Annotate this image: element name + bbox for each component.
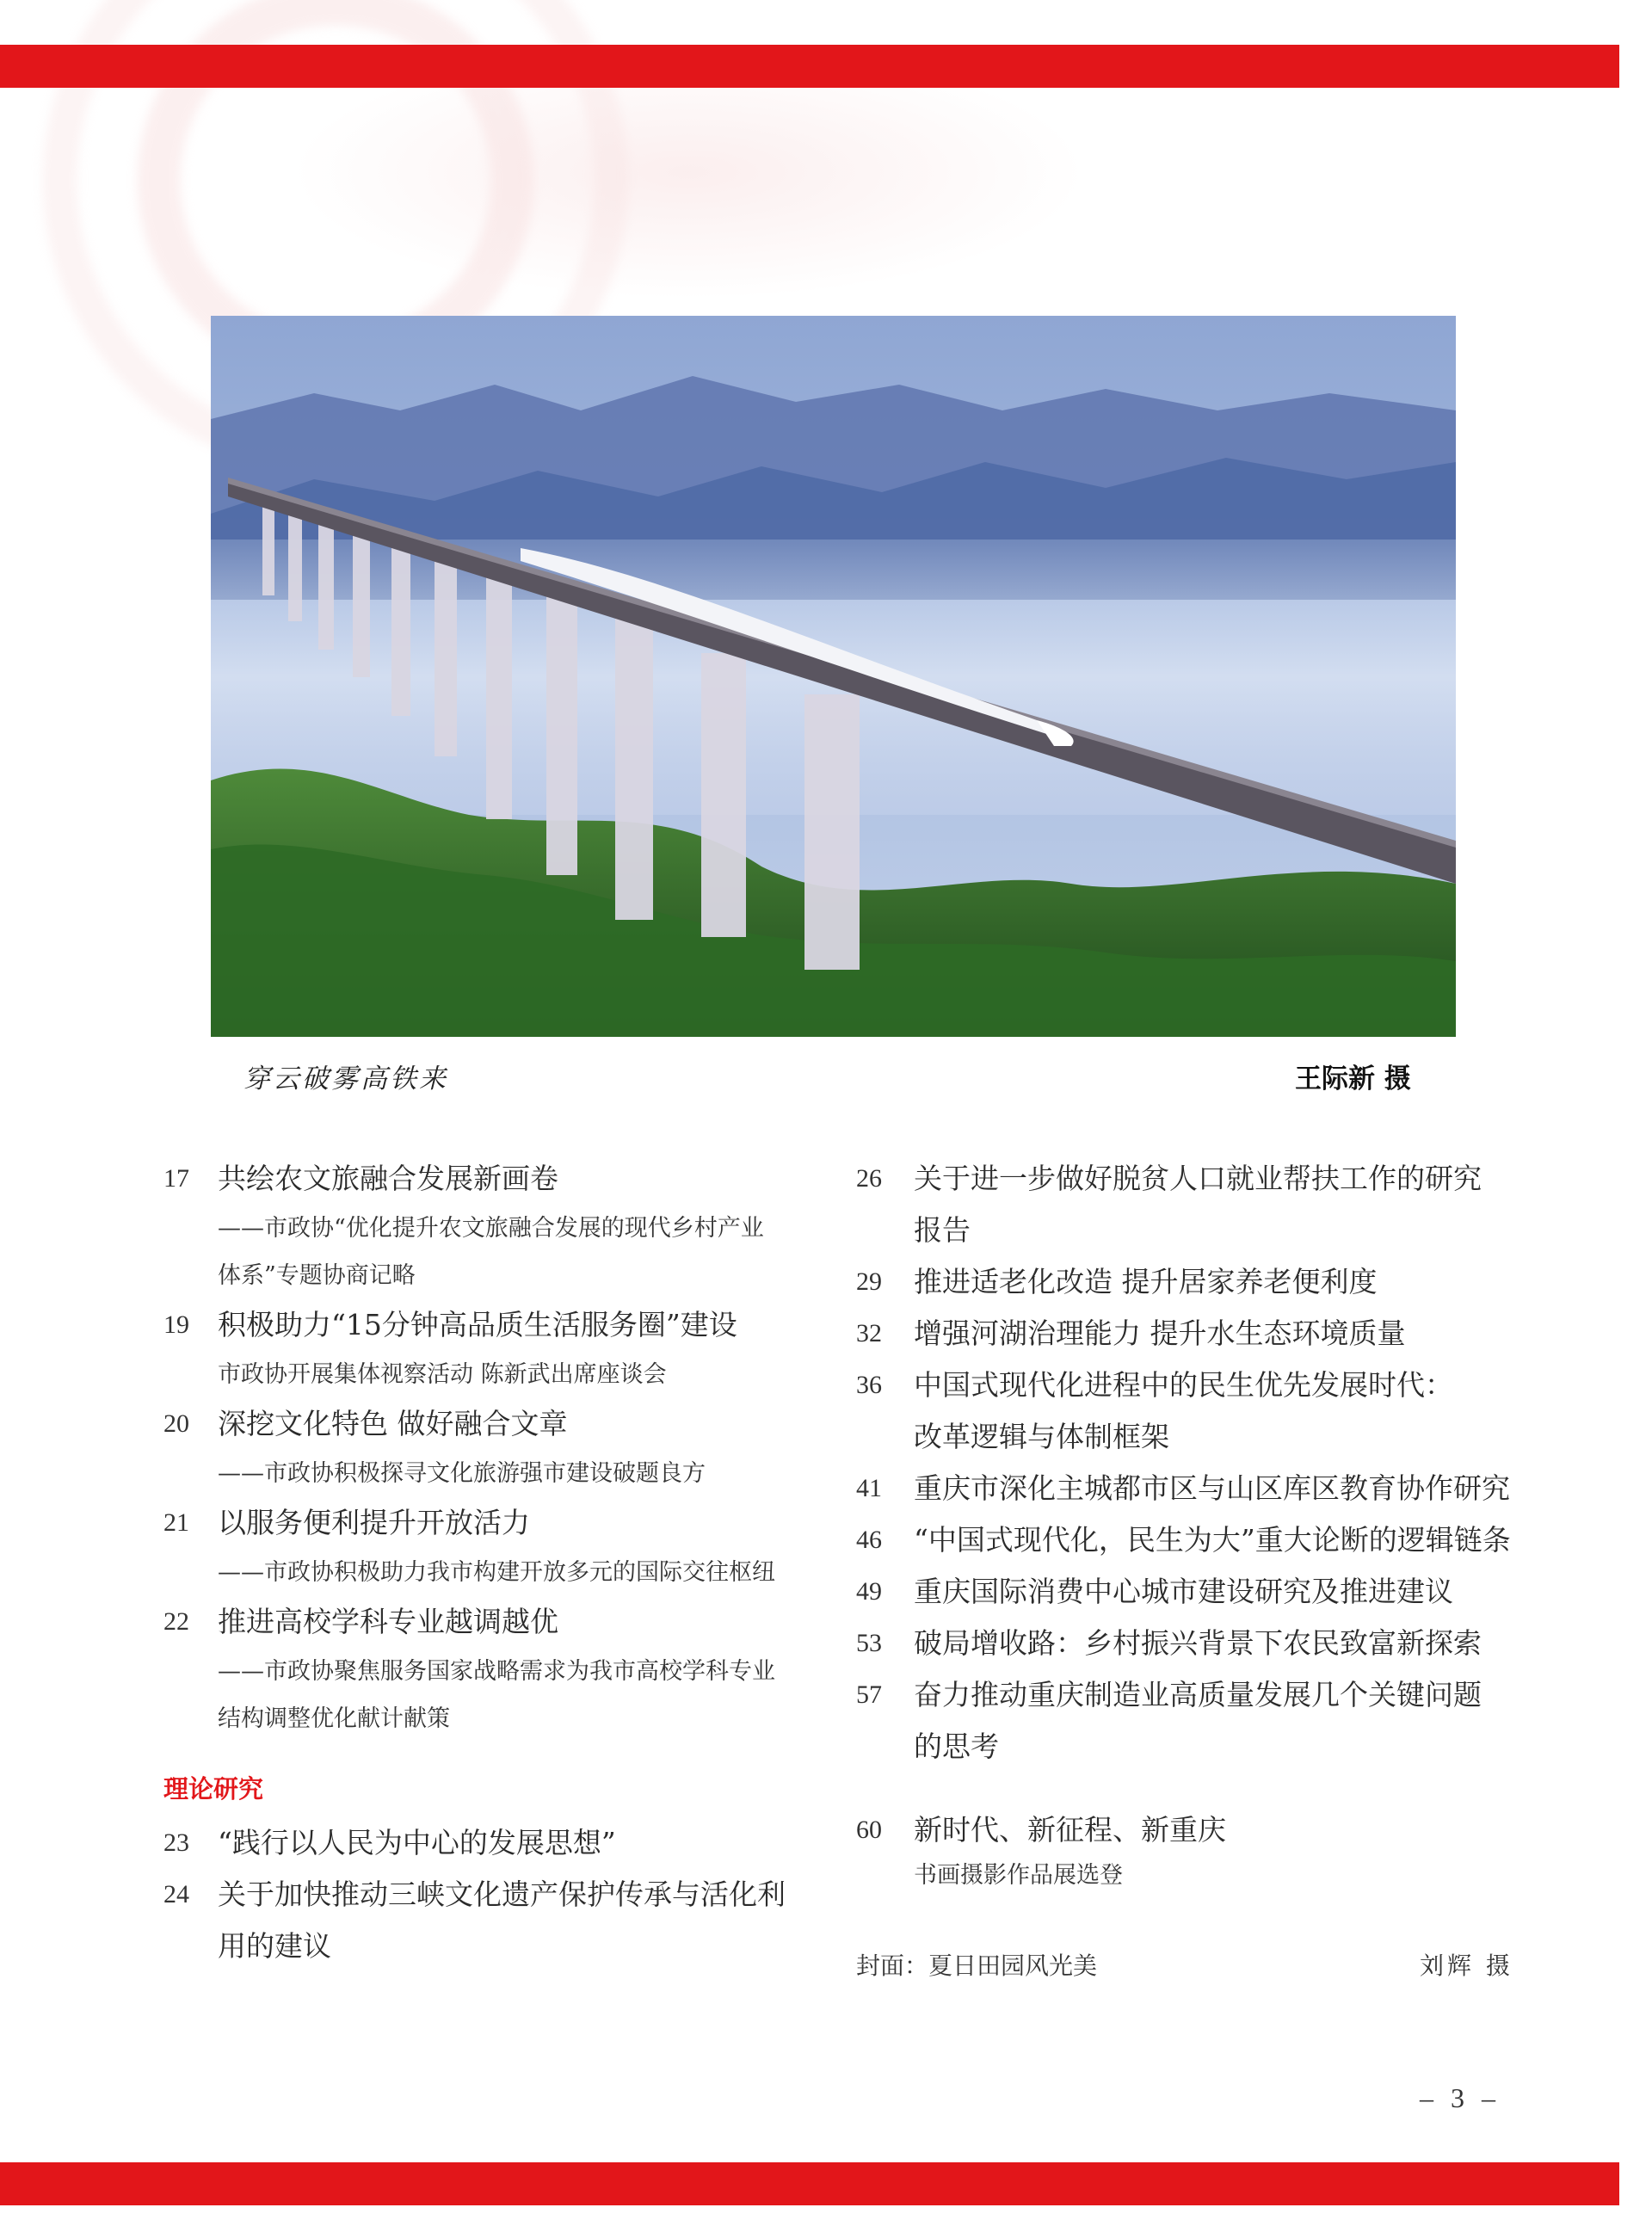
toc-title: 深挖文化特色 做好融合文章 xyxy=(218,1407,568,1440)
toc-title: 增强河湖治理能力 提升水生态环境质量 xyxy=(914,1316,1406,1350)
toc-right-extra xyxy=(856,1804,1527,1895)
toc-title: 破局增收路：乡村振兴背景下农民致富新探索 xyxy=(914,1626,1482,1660)
toc-title: 共绘农文旅融合发展新画卷 xyxy=(218,1162,558,1195)
toc-subtitle: ——市政协“优化提升农文旅融合发展的现代乡村产业 xyxy=(218,1215,764,1242)
toc-page-number: 57 xyxy=(856,1680,882,1709)
toc-subtitle: ——市政协聚焦服务国家战略需求为我市高校学科专业 xyxy=(218,1658,775,1685)
toc-right-column xyxy=(856,1153,1527,1773)
toc-page-number: 19 xyxy=(163,1310,189,1339)
toc-entry[interactable] xyxy=(856,1308,1527,1360)
feature-photo xyxy=(211,316,1456,1037)
toc-page-number: 21 xyxy=(163,1508,189,1537)
toc-entry[interactable] xyxy=(856,1463,1527,1514)
toc-subtitle: 体系”专题协商记略 xyxy=(218,1262,416,1289)
toc-page-number: 60 xyxy=(856,1816,882,1844)
toc-entry[interactable] xyxy=(856,1566,1527,1618)
photo-illustration xyxy=(211,316,1456,1037)
toc-subtitle: ——市政协积极助力我市构建开放多元的国际交往枢纽 xyxy=(218,1559,775,1586)
toc-title-continued: 用的建议 xyxy=(218,1929,331,1963)
toc-title: 重庆市深化主城都市区与山区库区教育协作研究 xyxy=(914,1471,1510,1505)
bottom-red-band xyxy=(0,2162,1619,2205)
toc-title: 关于加快推动三峡文化遗产保护传承与活化利 xyxy=(218,1878,786,1911)
top-red-band xyxy=(0,45,1619,88)
toc-entry[interactable] xyxy=(163,1817,826,1869)
toc-left-column xyxy=(163,1153,826,1742)
toc-page-number: 32 xyxy=(856,1319,882,1347)
toc-entry[interactable] xyxy=(163,1869,826,1972)
toc-title-continued: 报告 xyxy=(914,1213,971,1247)
toc-subtitle: 市政协开展集体视察活动 陈新武出席座谈会 xyxy=(218,1361,667,1388)
toc-page-number: 20 xyxy=(163,1409,189,1438)
toc-title: 以服务便利提升开放活力 xyxy=(218,1506,530,1539)
toc-title-continued: 改革逻辑与体制框架 xyxy=(914,1420,1169,1453)
cover-label: 封面：夏日田园风光美 xyxy=(856,1952,1098,1980)
toc-section-entries xyxy=(163,1817,826,1972)
photo-caption: 穿云破雾高铁来 xyxy=(243,1064,448,1095)
toc-title: 重庆国际消费中心城市建设研究及推进建议 xyxy=(914,1575,1453,1608)
toc-page-number: 49 xyxy=(856,1577,882,1606)
toc-entry[interactable] xyxy=(856,1618,1527,1669)
toc-title: 关于进一步做好脱贫人口就业帮扶工作的研究 xyxy=(914,1162,1482,1195)
toc-entry[interactable] xyxy=(163,1497,826,1596)
toc-title: “践行以人民为中心的发展思想” xyxy=(218,1826,616,1859)
toc-title: 推进适老化改造 提升居家养老便利度 xyxy=(914,1265,1378,1298)
toc-entry[interactable] xyxy=(163,1299,826,1398)
toc-page-number: 17 xyxy=(163,1164,189,1193)
toc-entry[interactable] xyxy=(163,1596,826,1742)
toc-entry[interactable] xyxy=(856,1256,1527,1308)
toc-title: 新时代、新征程、新重庆 xyxy=(914,1813,1226,1847)
toc-entry[interactable] xyxy=(856,1360,1527,1463)
page-number: – 3 – xyxy=(1420,2082,1501,2113)
toc-page-number: 36 xyxy=(856,1371,882,1399)
toc-subtitle: 书画摄影作品展选登 xyxy=(914,1862,1123,1889)
toc-page-number: 24 xyxy=(163,1880,189,1908)
toc-page-number: 26 xyxy=(856,1164,882,1193)
toc-page-number: 23 xyxy=(163,1828,189,1857)
toc-subtitle: 结构调整优化献计献策 xyxy=(218,1705,450,1732)
toc-page-number: 29 xyxy=(856,1267,882,1296)
cover-credit: 刘辉 摄 xyxy=(1420,1952,1513,1980)
toc-title-continued: 的思考 xyxy=(914,1730,999,1763)
toc-entry[interactable] xyxy=(856,1804,1527,1895)
toc-entry[interactable] xyxy=(163,1398,826,1497)
section-heading: 理论研究 xyxy=(163,1774,264,1804)
toc-entry[interactable] xyxy=(856,1669,1527,1773)
toc-entry[interactable] xyxy=(856,1514,1527,1566)
toc-page-number: 53 xyxy=(856,1629,882,1657)
toc-title: 积极助力“15分钟高品质生活服务圈”建设 xyxy=(218,1308,737,1341)
toc-page-number: 46 xyxy=(856,1526,882,1554)
toc-entry[interactable] xyxy=(163,1153,826,1299)
toc-title: 中国式现代化进程中的民生优先发展时代： xyxy=(914,1368,1453,1402)
toc-subtitle: ——市政协积极探寻文化旅游强市建设破题良方 xyxy=(218,1460,706,1487)
toc-title: 推进高校学科专业越调越优 xyxy=(218,1605,558,1638)
photo-credit: 王际新 摄 xyxy=(1295,1064,1411,1095)
toc-title: 奋力推动重庆制造业高质量发展几个关键问题 xyxy=(914,1678,1482,1711)
toc-page-number: 41 xyxy=(856,1474,882,1502)
toc-entry[interactable] xyxy=(856,1153,1527,1256)
toc-page-number: 22 xyxy=(163,1607,189,1636)
toc-title: “中国式现代化，民生为大”重大论断的逻辑链条 xyxy=(914,1523,1511,1557)
